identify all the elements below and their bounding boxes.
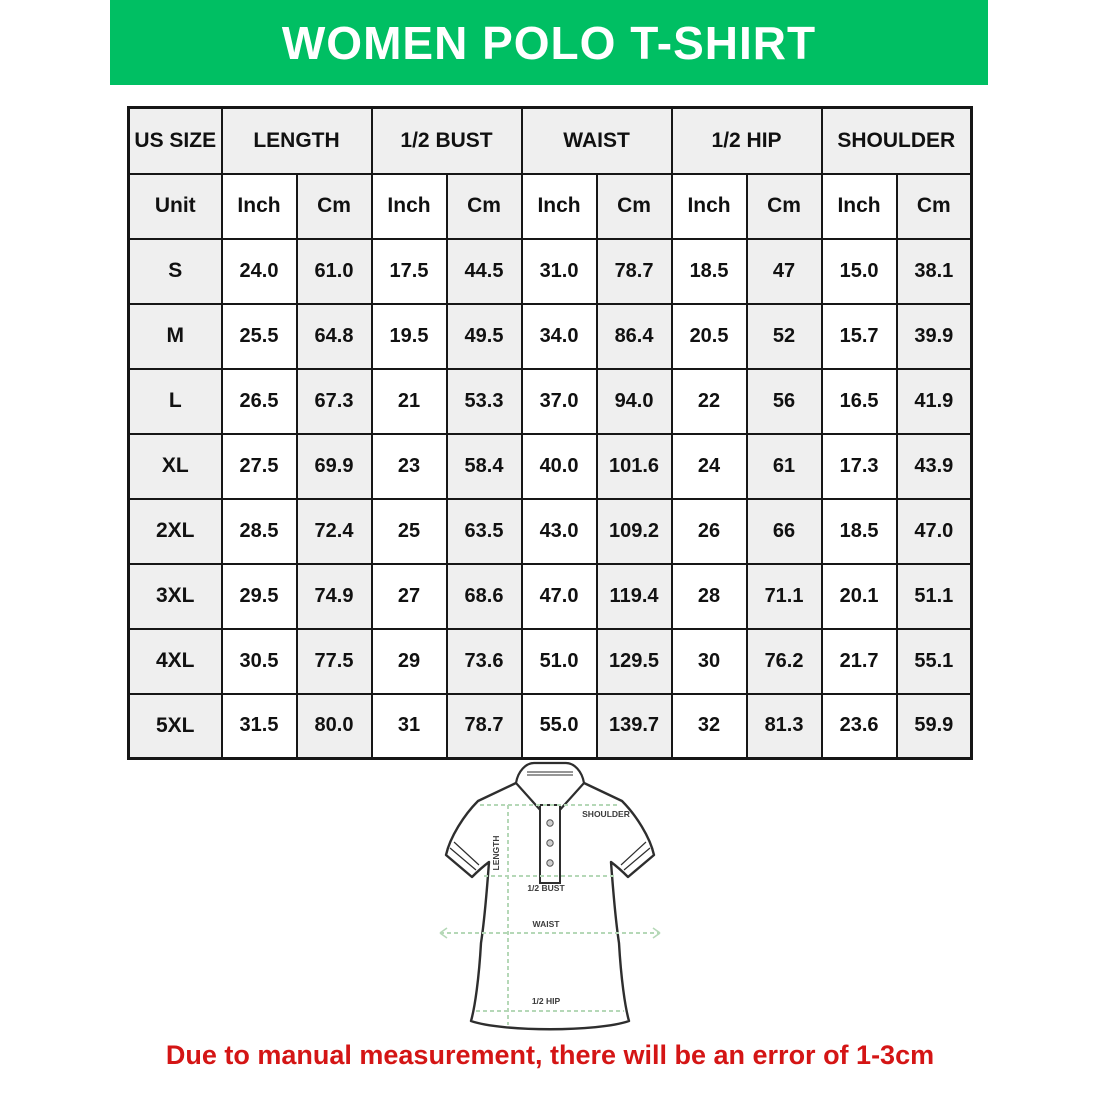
page-title: WOMEN POLO T-SHIRT — [281, 16, 817, 69]
unit-cell: Cm — [447, 174, 522, 239]
measurement-cell: 58.4 — [447, 434, 522, 499]
measurement-cell: 28 — [672, 564, 747, 629]
column-header-us-size: US SIZE — [129, 108, 222, 174]
measurement-cell: 32 — [672, 694, 747, 759]
measurement-cell: 49.5 — [447, 304, 522, 369]
measurement-cell: 30.5 — [222, 629, 297, 694]
half-hip-label: 1/2 HIP — [531, 996, 561, 1006]
column-header-length: LENGTH — [222, 108, 372, 174]
measurement-cell: 86.4 — [597, 304, 672, 369]
measurement-cell: 18.5 — [822, 499, 897, 564]
measurement-cell: 25 — [372, 499, 447, 564]
size-row-5xl — [129, 694, 972, 759]
button-3 — [547, 860, 553, 866]
measurement-cell: 47.0 — [897, 499, 972, 564]
size-row-m — [129, 304, 972, 369]
measurement-cell: 68.6 — [447, 564, 522, 629]
measurement-cell: 23 — [372, 434, 447, 499]
polo-shirt-diagram — [428, 755, 674, 1037]
size-label: 4XL — [129, 629, 222, 694]
size-table — [127, 106, 973, 760]
measurement-cell: 94.0 — [597, 369, 672, 434]
measurement-cell: 20.5 — [672, 304, 747, 369]
measurement-cell: 64.8 — [297, 304, 372, 369]
measurement-cell: 47.0 — [522, 564, 597, 629]
measurement-cell: 74.9 — [297, 564, 372, 629]
measurement-cell: 15.0 — [822, 239, 897, 304]
measurement-cell: 24 — [672, 434, 747, 499]
measurement-cell: 23.6 — [822, 694, 897, 759]
waist-arrow-right — [653, 928, 660, 938]
measurement-cell: 44.5 — [447, 239, 522, 304]
measurement-cell: 55.1 — [897, 629, 972, 694]
measurement-cell: 15.7 — [822, 304, 897, 369]
size-label: L — [129, 369, 222, 434]
column-header-1-2-hip: 1/2 HIP — [672, 108, 822, 174]
size-label: 3XL — [129, 564, 222, 629]
measurement-cell: 18.5 — [672, 239, 747, 304]
measurement-cell: 39.9 — [897, 304, 972, 369]
measurement-cell: 26.5 — [222, 369, 297, 434]
measurement-cell: 69.9 — [297, 434, 372, 499]
size-row-s — [129, 239, 972, 304]
measurement-cell: 17.3 — [822, 434, 897, 499]
measurement-cell: 40.0 — [522, 434, 597, 499]
measurement-cell: 73.6 — [447, 629, 522, 694]
measurement-cell: 77.5 — [297, 629, 372, 694]
measurement-cell: 21 — [372, 369, 447, 434]
unit-cell: Cm — [597, 174, 672, 239]
measurement-cell: 43.9 — [897, 434, 972, 499]
waist-label: WAIST — [532, 919, 560, 929]
measurement-cell: 139.7 — [597, 694, 672, 759]
size-label: XL — [129, 434, 222, 499]
measurement-cell: 55.0 — [522, 694, 597, 759]
measurement-cell: 63.5 — [447, 499, 522, 564]
unit-cell: Cm — [897, 174, 972, 239]
measurement-cell: 16.5 — [822, 369, 897, 434]
length-label: LENGTH — [491, 835, 501, 871]
measurement-cell: 76.2 — [747, 629, 822, 694]
button-2 — [547, 840, 553, 846]
measurement-cell: 78.7 — [597, 239, 672, 304]
measurement-cell: 101.6 — [597, 434, 672, 499]
size-row-4xl — [129, 629, 972, 694]
measurement-cell: 17.5 — [372, 239, 447, 304]
measurement-cell: 24.0 — [222, 239, 297, 304]
measurement-cell: 38.1 — [897, 239, 972, 304]
unit-cell: Cm — [747, 174, 822, 239]
measurement-cell: 21.7 — [822, 629, 897, 694]
measurement-cell: 19.5 — [372, 304, 447, 369]
measurement-cell: 72.4 — [297, 499, 372, 564]
shoulder-label: SHOULDER — [582, 809, 630, 819]
measurement-cell: 28.5 — [222, 499, 297, 564]
unit-row-label: Unit — [129, 174, 222, 239]
measurement-cell: 26 — [672, 499, 747, 564]
measurement-cell: 31 — [372, 694, 447, 759]
measurement-cell: 56 — [747, 369, 822, 434]
measurement-cell: 31.5 — [222, 694, 297, 759]
measurement-cell: 22 — [672, 369, 747, 434]
measurement-cell: 52 — [747, 304, 822, 369]
polo-shirt-illustration — [428, 755, 674, 1037]
measurement-cell: 51.1 — [897, 564, 972, 629]
measurement-cell: 43.0 — [522, 499, 597, 564]
measurement-cell: 34.0 — [522, 304, 597, 369]
unit-cell: Inch — [372, 174, 447, 239]
measurement-cell: 47 — [747, 239, 822, 304]
size-row-3xl — [129, 564, 972, 629]
measurement-cell: 71.1 — [747, 564, 822, 629]
measurement-cell: 109.2 — [597, 499, 672, 564]
measurement-cell: 67.3 — [297, 369, 372, 434]
size-label: S — [129, 239, 222, 304]
measurement-cell: 129.5 — [597, 629, 672, 694]
size-label: 2XL — [129, 499, 222, 564]
measurement-note: Due to manual measurement, there will be an error of 1-3cm — [165, 1040, 935, 1070]
unit-cell: Cm — [297, 174, 372, 239]
measurement-cell: 81.3 — [747, 694, 822, 759]
measurement-cell: 20.1 — [822, 564, 897, 629]
measurement-cell: 31.0 — [522, 239, 597, 304]
measurement-cell: 25.5 — [222, 304, 297, 369]
size-label: M — [129, 304, 222, 369]
measurement-cell: 51.0 — [522, 629, 597, 694]
measurement-cell: 80.0 — [297, 694, 372, 759]
measurement-cell: 59.9 — [897, 694, 972, 759]
measurement-cell: 61.0 — [297, 239, 372, 304]
measurement-cell: 29 — [372, 629, 447, 694]
measurement-cell: 27.5 — [222, 434, 297, 499]
size-row-xl — [129, 434, 972, 499]
unit-cell: Inch — [522, 174, 597, 239]
measurement-cell: 27 — [372, 564, 447, 629]
size-row-2xl — [129, 499, 972, 564]
button-1 — [547, 820, 553, 826]
unit-cell: Inch — [672, 174, 747, 239]
size-label: 5XL — [129, 694, 222, 759]
unit-cell: Inch — [822, 174, 897, 239]
measurement-cell: 78.7 — [447, 694, 522, 759]
measurement-cell: 41.9 — [897, 369, 972, 434]
measurement-cell: 29.5 — [222, 564, 297, 629]
size-row-l — [129, 369, 972, 434]
title-banner — [110, 0, 988, 85]
unit-cell: Inch — [222, 174, 297, 239]
measurement-cell: 61 — [747, 434, 822, 499]
measurement-cell: 30 — [672, 629, 747, 694]
column-header-waist: WAIST — [522, 108, 672, 174]
measurement-cell: 37.0 — [522, 369, 597, 434]
half-bust-label: 1/2 BUST — [527, 883, 565, 893]
measurement-cell: 119.4 — [597, 564, 672, 629]
column-header-shoulder: SHOULDER — [822, 108, 972, 174]
measurement-cell: 66 — [747, 499, 822, 564]
column-header-1-2-bust: 1/2 BUST — [372, 108, 522, 174]
measurement-cell: 53.3 — [447, 369, 522, 434]
